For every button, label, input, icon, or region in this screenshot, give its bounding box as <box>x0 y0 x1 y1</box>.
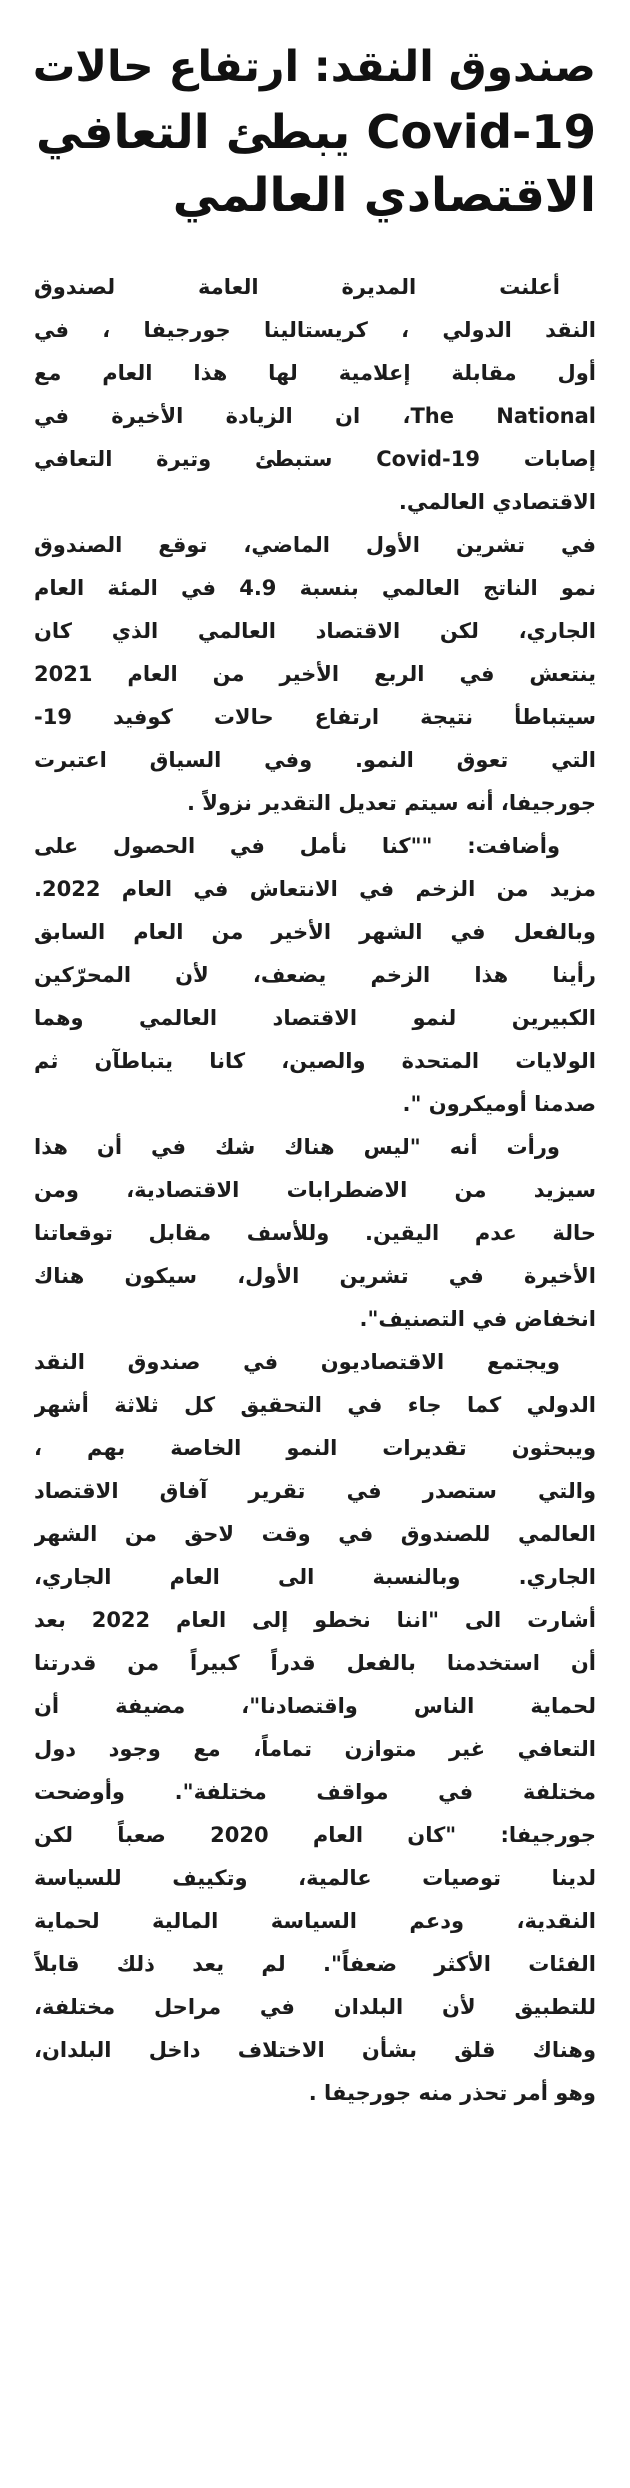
article-headline <box>34 36 596 228</box>
text-line: الدولي كما جاء في التحقيق كل ثلاثة أشهر <box>34 1393 596 1417</box>
headline-line: الاقتصادي العالمي <box>172 168 596 223</box>
text-line: حالة عدم اليقين. وللأسف مقابل توقعاتنا <box>34 1221 596 1245</box>
text-line: جورجيفا: "كان العام 2020 صعباً لكن <box>34 1823 596 1847</box>
text-line: مزيد من الزخم في الانتعاش في العام 2022. <box>34 877 596 901</box>
text-line: وهو أمر تحذر منه جورجيفا . <box>308 2081 596 2105</box>
paragraph-4 <box>34 1126 596 1341</box>
text-line: الاقتصادي العالمي. <box>398 490 596 514</box>
headline-line: Covid-19 يبطئ التعافي <box>36 105 596 159</box>
headline-line: صندوق النقد: ارتفاع حالات <box>32 43 596 92</box>
text-line: انخفاض في التصنيف". <box>359 1307 596 1331</box>
text-line: أشارت الى "اننا نخطو إلى العام 2022 بعد <box>34 1608 596 1632</box>
paragraph-5 <box>34 1341 596 2115</box>
text-line: صدمنا أوميكرون ". <box>402 1092 596 1116</box>
text-line: سيزيد من الاضطرابات الاقتصادية، ومن <box>34 1178 596 1202</box>
text-line: الكبيرين لنمو الاقتصاد العالمي وهما <box>34 1006 596 1030</box>
text-line: التي تعوق النمو. وفي السياق اعتبرت <box>34 748 596 772</box>
text-line: التعافي غير متوازن تماماً، مع وجود دول <box>34 1737 596 1761</box>
text-line: أول مقابلة إعلامية لها هذا العام مع <box>34 361 596 385</box>
text-line: إصابات Covid-19 ستبطئ وتيرة التعافي <box>34 447 596 471</box>
text-line: سيتباطأ نتيجة ارتفاع حالات كوفيد 19- <box>34 705 596 729</box>
text-line: مختلفة في مواقف مختلفة". وأوضحت <box>34 1780 596 1804</box>
text-line: الأخيرة في تشرين الأول، سيكون هناك <box>34 1264 596 1288</box>
text-line: والتي ستصدر في تقرير آفاق الاقتصاد <box>34 1479 596 1503</box>
paragraph-2 <box>34 524 596 825</box>
text-line: وأضافت: ""كنا نأمل في الحصول على <box>34 834 560 858</box>
paragraph-1 <box>34 266 596 524</box>
text-line: ويجتمع الاقتصاديون في صندوق النقد <box>34 1350 560 1374</box>
text-line: النقد الدولي ، كريستالينا جورجيفا ، في <box>34 318 596 342</box>
text-line: ورأت أنه "ليس هناك شك في أن هذا <box>34 1135 560 1159</box>
text-line: نمو الناتج العالمي بنسبة 4.9 في المئة العام <box>34 576 596 600</box>
text-line: لحماية الناس واقتصادنا"، مضيفة أن <box>34 1694 596 1718</box>
text-line: رأينا هذا الزخم يضعف، لأن المحرّكين <box>34 963 596 987</box>
text-line: وهناك قلق بشأن الاختلاف داخل البلدان، <box>34 2038 596 2062</box>
text-line: النقدية، ودعم السياسة المالية لحماية <box>34 1909 596 1933</box>
text-line: ينتعش في الربع الأخير من العام 2021 <box>34 662 596 686</box>
article-body <box>34 266 596 2115</box>
text-line: ويبحثون تقديرات النمو الخاصة بهم ، <box>34 1436 596 1460</box>
text-line: أعلنت المديرة العامة لصندوق <box>34 275 560 299</box>
text-line: وبالفعل في الشهر الأخير من العام السابق <box>34 920 596 944</box>
text-line: للتطبيق لأن البلدان في مراحل مختلفة، <box>34 1995 596 2019</box>
text-line: The National، ان الزيادة الأخيرة في <box>34 404 596 428</box>
text-line: العالمي للصندوق في وقت لاحق من الشهر <box>34 1522 596 1546</box>
text-line: لدينا توصيات عالمية، وتكييف للسياسة <box>34 1866 596 1890</box>
text-line: الجاري، لكن الاقتصاد العالمي الذي كان <box>34 619 596 643</box>
paragraph-3 <box>34 825 596 1126</box>
text-line: الولايات المتحدة والصين، كانا يتباطآن ثم <box>34 1049 596 1073</box>
text-line: في تشرين الأول الماضي، توقع الصندوق <box>34 533 596 557</box>
text-line: جورجيفا، أنه سيتم تعديل التقدير نزولاً . <box>187 791 596 815</box>
text-line: أن استخدمنا بالفعل قدراً كبيراً من قدرتنا <box>34 1651 596 1675</box>
text-line: الفئات الأكثر ضعفاً". لم يعد ذلك قابلاً <box>34 1952 596 1976</box>
text-line: الجاري. وبالنسبة الى العام الجاري، <box>34 1565 596 1589</box>
